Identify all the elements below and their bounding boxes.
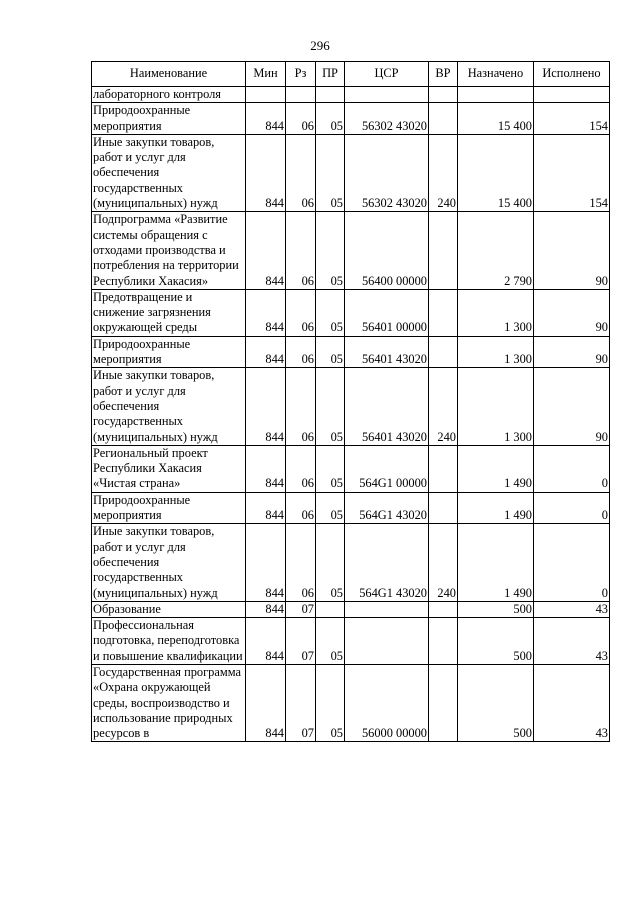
cell-name: Региональный проект Республики Хакасия «Чистая страна» [92, 445, 246, 492]
cell-assigned: 1 300 [458, 368, 534, 445]
cell-csr [345, 87, 429, 103]
cell-assigned: 1 490 [458, 492, 534, 524]
table-row [92, 445, 610, 492]
cell-min: 844 [246, 103, 286, 135]
cell-csr: 56000 00000 [345, 664, 429, 741]
table-row [92, 492, 610, 524]
table-row [92, 618, 610, 665]
cell-name: Иные закупки товаров, работ и услуг для обеспечения государственных (муниципальных) нужд [92, 368, 246, 445]
cell-executed: 0 [534, 492, 610, 524]
cell-pr: 05 [316, 289, 345, 336]
cell-executed: 0 [534, 524, 610, 601]
cell-vr: 240 [429, 134, 458, 211]
cell-vr [429, 618, 458, 665]
cell-assigned: 500 [458, 601, 534, 617]
cell-rz: 07 [286, 664, 316, 741]
cell-name: Государственная программа «Охрана окружающей среды, воспроизводство и использование природных ресурсов в [92, 664, 246, 741]
cell-executed: 90 [534, 212, 610, 289]
cell-assigned: 1 490 [458, 445, 534, 492]
cell-csr [345, 601, 429, 617]
cell-assigned [458, 87, 534, 103]
cell-rz: 06 [286, 336, 316, 368]
cell-vr [429, 492, 458, 524]
cell-rz: 06 [286, 524, 316, 601]
cell-assigned: 15 400 [458, 134, 534, 211]
cell-csr: 56401 43020 [345, 368, 429, 445]
header-pr: ПР [316, 62, 345, 87]
cell-executed: 90 [534, 336, 610, 368]
cell-min: 844 [246, 601, 286, 617]
cell-pr: 05 [316, 134, 345, 211]
cell-pr: 05 [316, 368, 345, 445]
cell-vr: 240 [429, 524, 458, 601]
cell-executed: 43 [534, 618, 610, 665]
budget-table [91, 61, 610, 742]
cell-csr: 56401 43020 [345, 336, 429, 368]
cell-csr: 56400 00000 [345, 212, 429, 289]
cell-name: Природоохранные мероприятия [92, 336, 246, 368]
cell-name: Предотвращение и снижение загрязнения окружающей среды [92, 289, 246, 336]
header-executed: Исполнено [534, 62, 610, 87]
cell-executed: 90 [534, 289, 610, 336]
cell-min: 844 [246, 492, 286, 524]
table-row [92, 134, 610, 211]
cell-min: 844 [246, 618, 286, 665]
cell-rz: 06 [286, 103, 316, 135]
cell-rz: 06 [286, 368, 316, 445]
cell-vr [429, 664, 458, 741]
cell-min: 844 [246, 524, 286, 601]
cell-rz: 06 [286, 289, 316, 336]
header-assigned: Назначено [458, 62, 534, 87]
cell-assigned: 15 400 [458, 103, 534, 135]
cell-csr: 56401 00000 [345, 289, 429, 336]
cell-pr: 05 [316, 212, 345, 289]
cell-assigned: 1 300 [458, 336, 534, 368]
cell-pr: 05 [316, 336, 345, 368]
cell-vr [429, 103, 458, 135]
cell-executed: 154 [534, 134, 610, 211]
cell-rz: 06 [286, 445, 316, 492]
table-row [92, 664, 610, 741]
cell-pr: 05 [316, 524, 345, 601]
cell-executed: 43 [534, 664, 610, 741]
cell-min: 844 [246, 134, 286, 211]
cell-assigned: 500 [458, 664, 534, 741]
cell-min: 844 [246, 289, 286, 336]
header-vr: ВР [429, 62, 458, 87]
cell-pr: 05 [316, 664, 345, 741]
header-rz: Рз [286, 62, 316, 87]
cell-csr: 56302 43020 [345, 103, 429, 135]
cell-pr: 05 [316, 103, 345, 135]
cell-csr: 564G1 00000 [345, 445, 429, 492]
cell-vr [429, 445, 458, 492]
cell-pr: 05 [316, 618, 345, 665]
cell-name: Образование [92, 601, 246, 617]
table-row [92, 524, 610, 601]
cell-vr: 240 [429, 368, 458, 445]
cell-pr [316, 601, 345, 617]
cell-min: 844 [246, 336, 286, 368]
cell-csr [345, 618, 429, 665]
cell-min: 844 [246, 664, 286, 741]
cell-rz: 06 [286, 492, 316, 524]
cell-assigned: 2 790 [458, 212, 534, 289]
cell-executed: 90 [534, 368, 610, 445]
cell-vr [429, 601, 458, 617]
header-name: Наименование [92, 62, 246, 87]
cell-executed: 0 [534, 445, 610, 492]
header-csr: ЦСР [345, 62, 429, 87]
table-row [92, 368, 610, 445]
cell-pr [316, 87, 345, 103]
cell-executed [534, 87, 610, 103]
cell-executed: 154 [534, 103, 610, 135]
table-row [92, 336, 610, 368]
cell-name: Иные закупки товаров, работ и услуг для обеспечения государственных (муниципальных) нужд [92, 524, 246, 601]
table-row [92, 212, 610, 289]
table-header-row [92, 62, 610, 87]
cell-vr [429, 336, 458, 368]
cell-vr [429, 212, 458, 289]
cell-min: 844 [246, 212, 286, 289]
cell-name: Профессиональная подготовка, переподготовка и повышение квалификации [92, 618, 246, 665]
cell-rz: 07 [286, 601, 316, 617]
header-min: Мин [246, 62, 286, 87]
table-row [92, 103, 610, 135]
page-number: 296 [310, 38, 330, 53]
cell-name: Природоохранные мероприятия [92, 492, 246, 524]
cell-name: Подпрограмма «Развитие системы обращения с отходами производства и потребления на территории Республики Хакасия» [92, 212, 246, 289]
cell-assigned: 500 [458, 618, 534, 665]
cell-assigned: 1 490 [458, 524, 534, 601]
cell-executed: 43 [534, 601, 610, 617]
cell-assigned: 1 300 [458, 289, 534, 336]
cell-rz: 06 [286, 134, 316, 211]
cell-csr: 564G1 43020 [345, 524, 429, 601]
cell-vr [429, 87, 458, 103]
cell-csr: 564G1 43020 [345, 492, 429, 524]
cell-min [246, 87, 286, 103]
table-row [92, 601, 610, 617]
cell-min: 844 [246, 445, 286, 492]
cell-csr: 56302 43020 [345, 134, 429, 211]
cell-name: Иные закупки товаров, работ и услуг для обеспечения государственных (муниципальных) нужд [92, 134, 246, 211]
cell-rz: 07 [286, 618, 316, 665]
cell-vr [429, 289, 458, 336]
cell-rz [286, 87, 316, 103]
cell-name: Природоохранные мероприятия [92, 103, 246, 135]
cell-pr: 05 [316, 445, 345, 492]
cell-pr: 05 [316, 492, 345, 524]
table-row [92, 289, 610, 336]
cell-name: лабораторного контроля [92, 87, 246, 103]
table-row [92, 87, 610, 103]
cell-rz: 06 [286, 212, 316, 289]
cell-min: 844 [246, 368, 286, 445]
